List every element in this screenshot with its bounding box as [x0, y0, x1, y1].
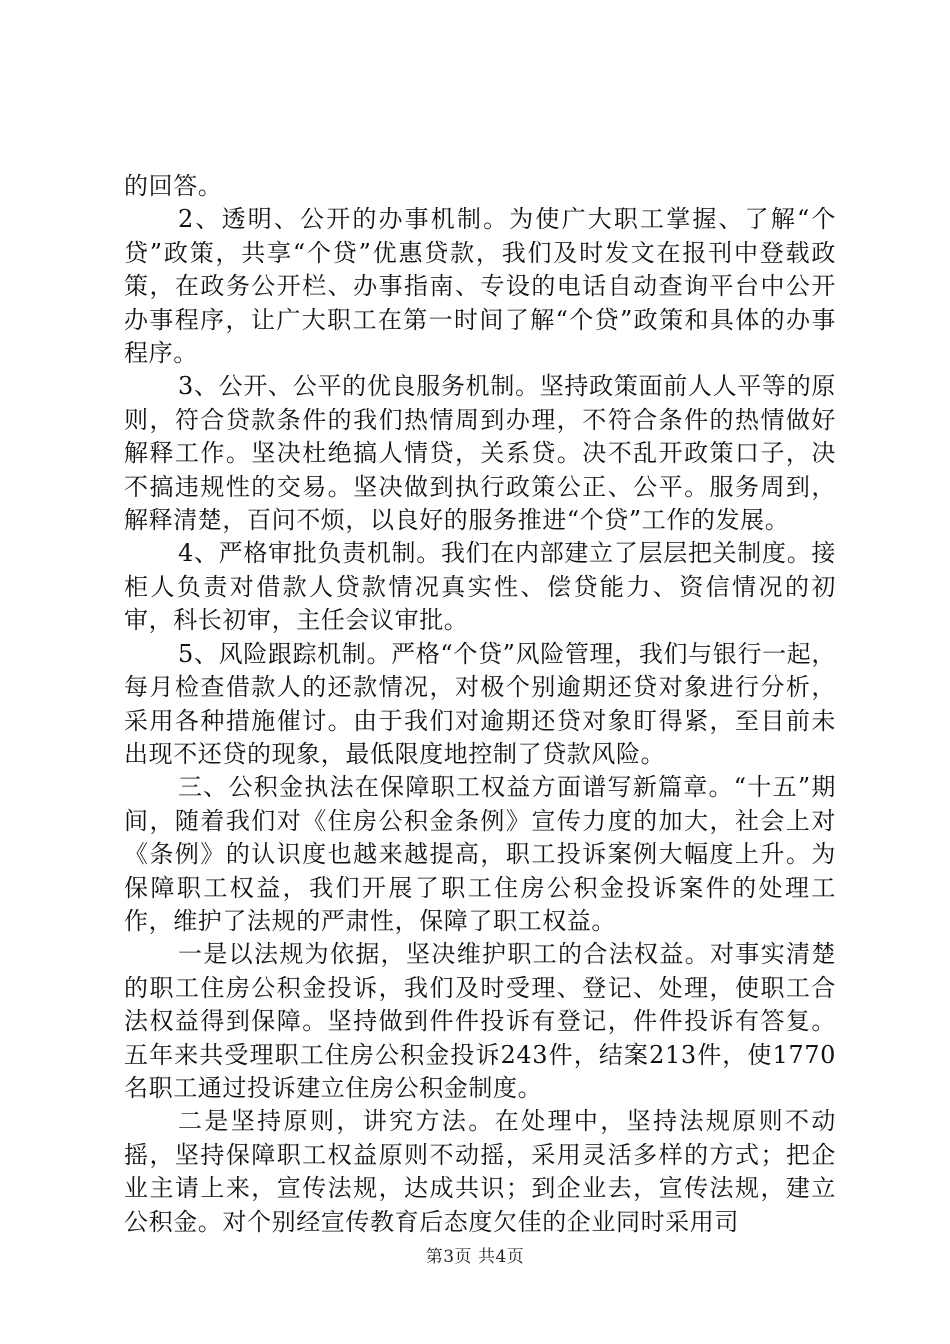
paragraph-service-mechanism: 3、公开、公平的优良服务机制。坚持政策面前人人平等的原则，符合贷款条件的我们热情周到办理，不符合条件的热情做好解释工作。坚决杜绝搞人情贷，关系贷。决不乱开政策口子，决不搞违规性的交易。坚决做到执行政策公正、公平。服务周到，解释清楚，百问不烦，以良好的服务推进“个贷”工作的发展。	[124, 372, 836, 535]
paragraph-approval-mechanism: 4、严格审批负责机制。我们在内部建立了层层把关制度。接柜人负责对借款人贷款情况真实性、偿贷能力、资信情况的初审，科长初审，主任会议审批。	[124, 539, 836, 635]
paragraph-section-three: 三、公积金执法在保障职工权益方面谱写新篇章。“十五”期间，随着我们对《住房公积金条例》宣传力度的加大，社会上对《条例》的认识度也越来越提高，职工投诉案例大幅度上升。为保障职工权益，我们开展了职工住房公积金投诉案件的处理工作，维护了法规的严肃性，保障了职工权益。	[124, 773, 836, 935]
paragraph-point-two: 二是坚持原则，讲究方法。在处理中，坚持法规原则不动摇，坚持保障职工权益原则不动摇，采用灵活多样的方式；把企业主请上来，宣传法规，达成共识；到企业去，宣传法规，建立公积金。对个别经宣传教育后态度欠佳的企业同时采用司	[124, 1107, 836, 1236]
page-footer: 第3页 共4页	[425, 1247, 525, 1267]
document-body	[124, 170, 836, 1239]
paragraph-transparency-mechanism: 2、透明、公开的办事机制。为使广大职工掌握、了解“个贷”政策，共享“个贷”优惠贷款，我们及时发文在报刊中登载政策，在政务公开栏、办事指南、专设的电话自动查询平台中公开办事程序，让广大职工在第一时间了解“个贷”政策和具体的办事程序。	[124, 205, 836, 368]
paragraph-risk-tracking: 5、风险跟踪机制。严格“个贷”风险管理，我们与银行一起，每月检查借款人的还款情况，对极个别逾期还贷对象进行分析，采用各种措施催讨。由于我们对逾期还贷对象盯得紧，至目前未出现不还贷的现象，最低限度地控制了贷款风险。	[124, 639, 836, 768]
paragraph-point-one: 一是以法规为依据，坚决维护职工的合法权益。对事实清楚的职工住房公积金投诉，我们及时受理、登记、处理，使职工合法权益得到保障。坚持做到件件投诉有登记，件件投诉有答复。五年来共受理职工住房公积金投诉243件，结案213件，使1770名职工通过投诉建立住房公积金制度。	[124, 940, 836, 1102]
paragraph-continuation: 的回答。	[124, 172, 223, 200]
